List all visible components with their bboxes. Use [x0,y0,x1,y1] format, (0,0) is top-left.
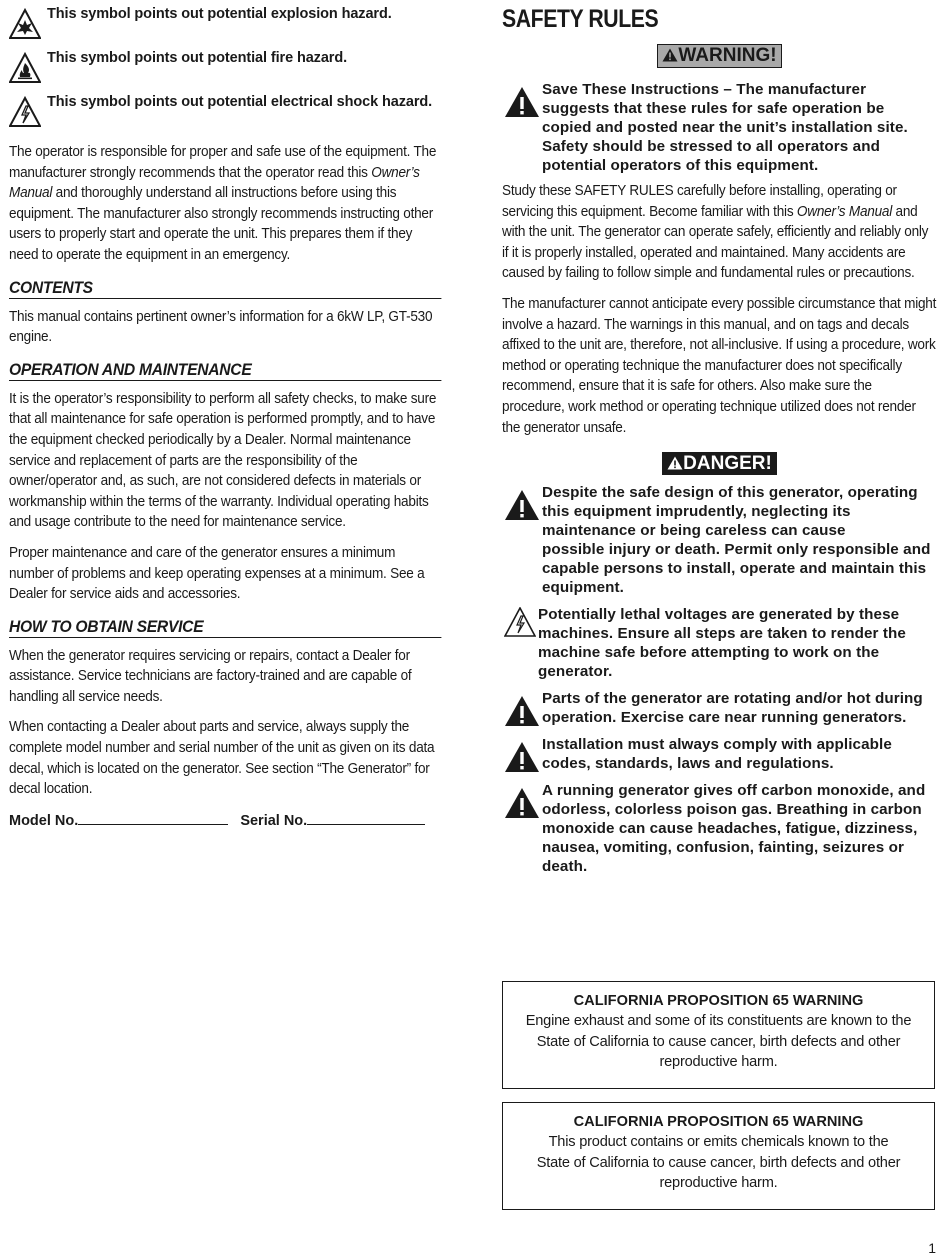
exclamation-warning-icon [504,695,540,727]
contents-paragraph: This manual contains pertinent owner’s information for a 6kW LP, GT-530 engine. [9,308,433,346]
prop65-text-1: Engine exhaust and some of its constituents are known to the State of California to cause cancer, birth defects and other reproductive harm. [525,1013,912,1071]
safety-rules-title: SAFETY RULES [502,5,659,33]
service-heading: HOW TO OBTAIN SERVICE [9,617,441,638]
explosion-symbol-row [9,6,441,50]
safety-paragraph-2: The manufacturer cannot anticipate every possible circumstance that might involve a hazard. The warnings in this manual, and on tags and decals affixed to the unit are, therefore, not all-inclusive. If using a procedure, work method or operating technique the manufacturer does not specifically recommend, ensure that it is safe for others. Also make sure the procedure, work method or operating technique utilized does not render the generator unsafe. [502,295,937,436]
danger-badge: DANGER! [662,452,777,475]
model-label: Model No. [9,812,79,829]
danger-triangle-icon [667,456,683,470]
page-number: 1 [928,1240,936,1256]
right-column [502,4,937,884]
danger-badge-wrap [502,452,937,475]
service-paragraph-1: When the generator requires servicing or repairs, contact a Dealer for assistance. Service technicians are factory-trained and are capable of handling all service needs. [9,647,412,705]
model-serial-row [9,810,441,829]
warning-badge: WARNING! [657,44,781,68]
prop65-warning-box-2 [502,1102,935,1210]
exclamation-warning-icon [504,86,540,118]
danger-alert-codes: Installation must always comply with applicable codes, standards, laws and regulations. [502,735,937,773]
intro-paragraph: The operator is responsible for proper and safe use of the equipment. The manufacturer strongly recommends that the operator read this Owner’s Manual and thoroughly understand all instructions before using this equipment. The manufacturer also strongly recommends instructing other users to properly start and operate the unit. This prepares them if they need to operate the equipment in an emergency. [9,144,437,263]
exclamation-warning-icon [504,787,540,819]
danger-alert-rotating: Parts of the generator are rotating and/or hot during operation. Exercise care near running generators. [502,689,937,727]
explosion-symbol-text: This symbol points out potential explosion hazard. [47,6,392,22]
warning-triangle-icon [662,48,678,62]
model-number-blank[interactable] [78,810,228,825]
safety-paragraph-1: Study these SAFETY RULES carefully before installing, operating or servicing this equipment. Become familiar with this Owner’s Manual and with the unit. The generator can operate safely, efficiently and reliably only if it is properly installed, operated and maintained. Many accidents are caused by failing to follow simple and fundamental rules or precautions. [502,183,929,282]
warning-badge-wrap [502,44,937,68]
prop65-title-2: CALIFORNIA PROPOSITION 65 WARNING [573,1114,864,1130]
contents-heading: CONTENTS [9,278,441,299]
serial-number-blank[interactable] [307,810,425,825]
danger-alert-voltage: Potentially lethal voltages are generated by these machines. Ensure all steps are taken to render the machine safe before attempting to work on the generator. [502,605,937,681]
service-paragraph-2: When contacting a Dealer about parts and service, always supply the complete model number and serial number of the unit as given on its data decal, which is located on the generator. See section “The Generator” for decal location. [9,719,435,798]
danger-alert-careless: Despite the safe design of this generator, operating this equipment imprudently, neglecting its maintenance or being careless can cause possible injury or death. Permit only responsible and capable persons to install, operate and maintain this equipment. [502,483,937,597]
operation-paragraph-2: Proper maintenance and care of the generator ensures a minimum number of problems and keep operating expenses at a minimum. See a Dealer for service aids and accessories. [9,544,425,603]
exclamation-warning-icon [504,741,540,773]
fire-hazard-icon [9,52,41,84]
electrical-hazard-icon [504,607,536,637]
operation-heading: OPERATION AND MAINTENANCE [9,360,441,381]
electrical-shock-hazard-icon [9,96,41,128]
fire-symbol-text: This symbol points out potential fire hazard. [47,50,348,66]
operation-paragraph-1: It is the operator’s responsibility to perform all safety checks, to make sure that all maintenance for safe operation is performed promptly, and to have the equipment checked periodically by a Dealer. Normal maintenance service and replacement of parts are the responsibility of the owner/operator and, as such, are not considered defects in materials or workmanship within the terms of the warranty. Individual operating habits and usage contribute to the need for maintenance service. [9,390,437,531]
fire-symbol-row [9,50,441,94]
prop65-text-2: This product contains or emits chemicals known to the State of California to cause cancer, birth defects and other reproductive harm. [536,1134,901,1192]
danger-alert-carbon-monoxide: A running generator gives off carbon monoxide, and odorless, colorless poison gas. Breathing in carbon monoxide can cause headaches, fatigue, dizziness, nausea, vomiting, confusion, fainting, seizures or death. [502,781,937,876]
electrical-symbol-text: This symbol points out potential electrical shock hazard. [47,94,433,110]
save-instructions-alert: Save These Instructions – The manufacturer suggests that these rules for safe operation be copied and posted near the unit’s installation site. Safety should be stressed to all operators and potential operators of this equipment. [502,80,937,175]
explosion-hazard-icon [9,8,41,40]
left-column [9,6,441,829]
serial-label: Serial No. [240,812,308,829]
electrical-symbol-row [9,94,441,138]
prop65-warning-box-1 [502,981,935,1089]
prop65-title-1: CALIFORNIA PROPOSITION 65 WARNING [573,993,864,1009]
exclamation-warning-icon [504,489,540,521]
